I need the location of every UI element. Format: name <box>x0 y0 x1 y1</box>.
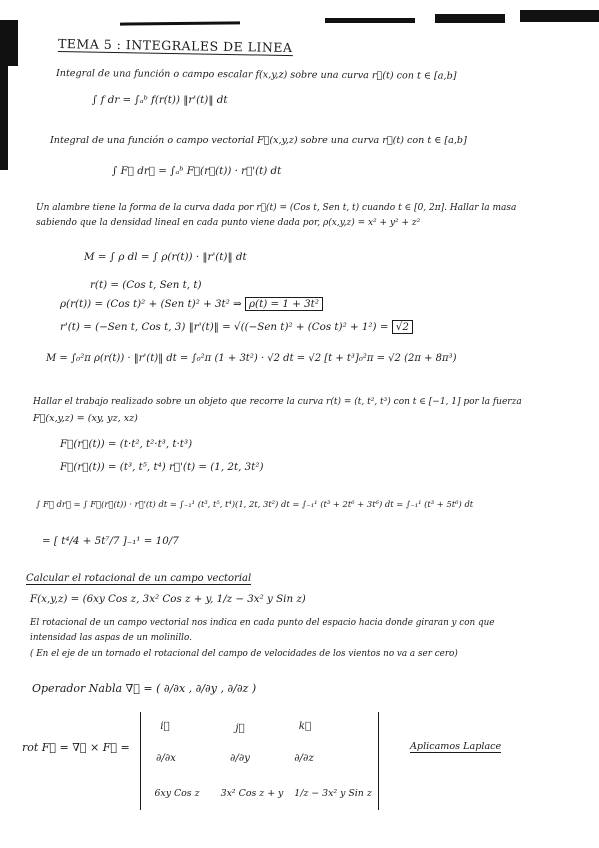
matrix-cell-q: 3x² Cos z + y <box>220 788 284 799</box>
curl-heading: Calcular el rotacional de un campo vectorial <box>26 573 252 584</box>
matrix-cell-j: j⃗ <box>235 722 245 734</box>
curve-parametrization: r(t) = (Cos t, Sen t, t) <box>90 279 202 291</box>
matrix-cell-d-dx: ∂/∂x <box>156 752 176 764</box>
scan-edge-left <box>0 20 22 170</box>
derivative-norm <box>60 322 413 332</box>
density-on-curve <box>60 299 323 309</box>
scalar-integral-formula: ∫ f dr = ∫ₐᵇ f(r(t)) ‖r'(t)‖ dt <box>92 94 228 106</box>
mass-statement-line-2: sabiendo que la densidad lineal en cada punto viene dada por, ρ(x,y,z) = x² + y² + z² <box>36 218 421 228</box>
matrix-right-bar <box>378 712 379 810</box>
derivative-expression: r'(t) = (−Sen t, Cos t, 3) ‖r'(t)‖ = √((−Sen t)² + (Cos t)² + 1²) = <box>60 321 389 333</box>
work-statement-line-1: Hallar el trabajo realizado sobre un objeto que recorre la curva r(t) = (t, t², t³) con t ∈ [−1, 1] por la fuerza <box>33 397 522 407</box>
work-result: = [ t⁴/4 + 5t⁷/7 ]₋₁¹ = 10/7 <box>42 535 179 547</box>
matrix-cell-p: 6xy Cos z <box>154 788 200 799</box>
page-title: TEMA 5 : INTEGRALES DE LINEA <box>57 36 293 56</box>
mass-definition: M = ∫ ρ dl = ∫ ρ(r(t)) · ‖r'(t)‖ dt <box>84 251 247 263</box>
laplace-note: Aplicamos Laplace <box>410 741 502 752</box>
rot-label: rot F⃗ = ∇⃗ × F⃗ = <box>22 741 130 754</box>
mass-statement-line-1: Un alambre tiene la forma de la curva dada por r⃗(t) = (Cos t, Sen t, t) cuando t ∈ [0, 2π]. Hallar la masa <box>36 203 517 213</box>
density-result-box: ρ(t) = 1 + 3t² <box>245 297 323 311</box>
vector-integral-heading: Integral de una función o campo vectorial F⃗(x,y,z) sobre una curva r⃗(t) con t ∈ [a,b] <box>50 135 467 146</box>
matrix-cell-d-dz: ∂/∂z <box>294 752 314 764</box>
force-on-curve: F⃗(r⃗(t)) = (t·t², t²·t³, t·t³) <box>60 438 193 450</box>
nabla-operator: Operador Nabla ∇⃗ = ( ∂/∂x , ∂/∂y , ∂/∂z ) <box>32 682 257 695</box>
matrix-cell-r: 1/z − 3x² y Sin z <box>294 788 372 799</box>
curl-field: F(x,y,z) = (6xy Cos z, 3x² Cos z + y, 1/z − 3x² y Sin z) <box>30 593 306 605</box>
curl-note-line-1: El rotacional de un campo vectorial nos indica en cada punto del espacio hacia donde giraran y con que <box>30 618 495 628</box>
curl-note-line-3: ( En el eje de un tornado el rotacional del campo de velocidades de los vientos no va a ser cero) <box>30 649 458 659</box>
curl-note-line-2: intensidad las aspas de un molinillo. <box>30 633 192 643</box>
matrix-left-bar <box>140 712 141 810</box>
scan-edge-top <box>0 0 599 30</box>
matrix-cell-k: k⃗ <box>298 720 312 732</box>
scalar-integral-heading: Integral de una función o campo escalar f(x,y,z) sobre una curva r⃗(t) con t ∈ [a,b] <box>55 68 457 82</box>
matrix-cell-d-dy: ∂/∂y <box>230 752 250 764</box>
density-expression: ρ(r(t)) = (Cos t)² + (Sen t)² + 3t² ⇒ <box>60 298 242 310</box>
work-statement-line-2: F⃗(x,y,z) = (xy, yz, xz) <box>33 413 138 424</box>
vector-integral-formula: ∫ F⃗ dr⃗ = ∫ₐᵇ F⃗(r⃗(t)) · r⃗'(t) dt <box>112 165 282 177</box>
norm-result-box: √2 <box>392 320 413 334</box>
matrix-cell-i: i⃗ <box>160 720 170 732</box>
work-integral: ∫ F⃗ dr⃗ = ∫ F⃗(r⃗(t)) · r⃗'(t) dt = ∫₋₁¹ (t³, t⁵, t⁴)(1, 2t, 3t²) dt = ∫₋₁¹ (t³ + 2t⁶ + 3t⁶) dt = ∫₋₁¹ (t³ + 5t⁶) dt <box>36 499 474 509</box>
force-and-derivative: F⃗(r⃗(t)) = (t³, t⁵, t⁴) r⃗'(t) = (1, 2t, 3t²) <box>60 461 264 473</box>
mass-result: M = ∫₀²π ρ(r(t)) · ‖r'(t)‖ dt = ∫₀²π (1 + 3t²) · √2 dt = √2 [t + t³]₀²π = √2 (2π + 8π³) <box>46 353 457 364</box>
